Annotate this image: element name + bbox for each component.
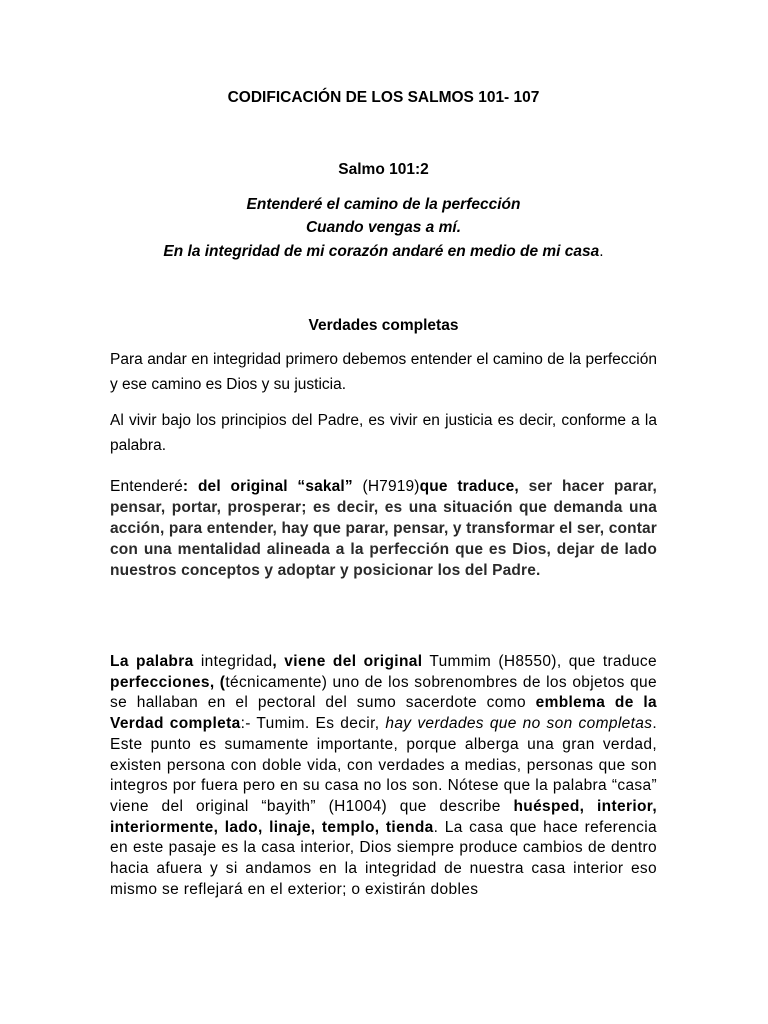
p3-que-traduce: que traduce, <box>419 478 519 495</box>
p4-integridad: integridad <box>193 653 273 670</box>
p4-casa-interior: . La casa que hace referencia en este pasaje es la casa interior, Dios siempre produce cambios de dentro hacia afuera y si andamos en la integridad de nuestra casa interior eso mismo se reflejará en el exterior; o existirán dobles <box>110 818 657 898</box>
psalm-line-1: Entenderé el camino de la perfección <box>246 196 521 213</box>
p4-tumim: :- Tumim. Es decir, <box>240 715 386 733</box>
p3-definition: ser hacer parar, pensar, portar, prosperar; es decir, es una situación que demanda una acción, para entender, hay que parar, pensar, y transformar el ser, contar con una mentalidad alineada a la perfección que es Dios, dejar de lado nuestros conceptos y adoptar y posicionar los del Padre. <box>110 478 657 579</box>
section-heading: Verdades completas <box>308 317 459 334</box>
p3-entendere: Entenderé <box>110 478 183 495</box>
paragraph-4 <box>110 652 657 900</box>
psalm-line-2: Cuando vengas a mí. <box>305 219 462 236</box>
p4-viene-del-original: , viene del original <box>272 653 423 670</box>
p4-verdades-incompletas: hay verdades que no son completas <box>385 715 653 733</box>
psalm-line-3: En la integridad de mi corazón andaré en medio de mi casa <box>163 243 600 260</box>
psalm-line-3-container <box>110 240 657 263</box>
p3-strong-number: (H7919) <box>362 478 420 495</box>
p4-la-palabra: La palabra <box>110 653 194 670</box>
psalm-reference: Salmo 101:2 <box>338 161 429 178</box>
p3-original: : del original “sakal” <box>182 478 363 495</box>
paragraph-3 <box>110 476 657 581</box>
p4-tecnicamente: técnicamente) uno de los sobrenombres de los objetos que se hallaban en el pectoral del sumo sacerdote como <box>110 673 657 712</box>
p4-emblema: emblema de la Verdad completa <box>110 694 657 733</box>
paragraph-2: Al vivir bajo los principios del Padre, es vivir en justicia es decir, conforme a la palabra. <box>110 412 657 454</box>
p4-bayith-meanings: huésped, interior, interiormente, lado, linaje, templo, tienda <box>110 797 657 836</box>
p4-perfecciones: perfecciones, ( <box>110 673 226 691</box>
paragraph-1: Para andar en integridad primero debemos entender el camino de la perfección y ese camino es Dios y su justicia. <box>110 351 657 393</box>
document-title: CODIFICACIÓN DE LOS SALMOS 101- 107 <box>227 89 540 106</box>
p4-explicacion: . Este punto es sumamente importante, porque alberga una gran verdad, existen persona con doble vida, con verdades a medias, personas que son integros por fuera pero en su casa no los son. Nótese que la palabra “casa” viene del original “bayith” (H1004) que describe <box>110 715 657 815</box>
p4-tummim: Tummim (H8550), que traduce <box>422 653 657 670</box>
psalm-line-3-period: . <box>599 243 604 260</box>
